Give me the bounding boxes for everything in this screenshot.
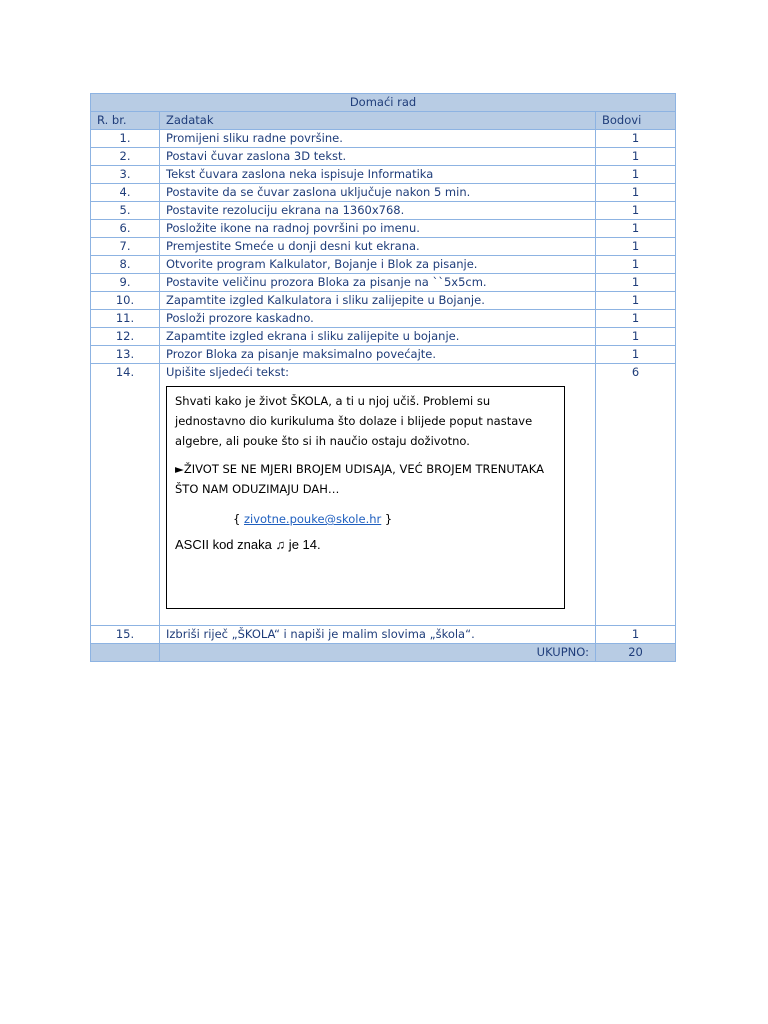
row-task: Prozor Bloka za pisanje maksimalno povećajte. xyxy=(160,346,596,364)
header-points: Bodovi xyxy=(596,112,676,130)
row-task: Premjestite Smeće u donji desni kut ekrana. xyxy=(160,238,596,256)
ascii-line: ASCII kod znaka ♫ je 14. xyxy=(175,537,321,552)
row-points: 1 xyxy=(596,256,676,274)
row-num: 13. xyxy=(91,346,160,364)
table-row xyxy=(91,328,676,346)
header-num: R. br. xyxy=(91,112,160,130)
table-row xyxy=(91,202,676,220)
row-num: 4. xyxy=(91,184,160,202)
table-row-15 xyxy=(91,626,676,644)
table-title-row xyxy=(91,94,676,112)
text-box-paragraph-1: Shvati kako je život ŠKOLA, a ti u njoj učiš. Problemi su jednostavno dio kurikuluma što dolaze i blijede poput nastave algebre, ali pouke što si ih naučio ostaju doživotno. xyxy=(175,394,533,448)
table-row-14 xyxy=(91,364,676,626)
row-task-label: Upišite sljedeći tekst: xyxy=(166,365,289,379)
row-num: 11. xyxy=(91,310,160,328)
row-points: 1 xyxy=(596,202,676,220)
row-num: 5. xyxy=(91,202,160,220)
table-header-row xyxy=(91,112,676,130)
table-row xyxy=(91,256,676,274)
row-points: 1 xyxy=(596,184,676,202)
row-num: 3. xyxy=(91,166,160,184)
table-row xyxy=(91,130,676,148)
row-num: 9. xyxy=(91,274,160,292)
row-num: 1. xyxy=(91,130,160,148)
row-points: 1 xyxy=(596,626,676,644)
row-task xyxy=(160,364,596,626)
table-row xyxy=(91,274,676,292)
total-empty-cell xyxy=(91,644,160,662)
row-num: 7. xyxy=(91,238,160,256)
row-num: 14. xyxy=(91,364,160,626)
row-task: Izbriši riječ „ŠKOLA“ i napiši je malim slovima „škola“. xyxy=(160,626,596,644)
text-box-paragraph-2: ►ŽIVOT SE NE MJERI BROJEM UDISAJA, VEĆ BROJEM TRENUTAKA ŠTO NAM ODUZIMAJU DAH… xyxy=(175,462,544,496)
row-task: Postavite da se čuvar zaslona uključuje nakon 5 min. xyxy=(160,184,596,202)
row-points: 1 xyxy=(596,328,676,346)
table-title: Domaći rad xyxy=(91,94,676,112)
row-task: Zapamtite izgled Kalkulatora i sliku zalijepite u Bojanje. xyxy=(160,292,596,310)
row-num: 8. xyxy=(91,256,160,274)
total-row xyxy=(91,644,676,662)
row-task: Postavi čuvar zaslona 3D tekst. xyxy=(160,148,596,166)
text-box xyxy=(166,386,565,609)
row-task: Zapamtite izgled ekrana i sliku zalijepite u bojanje. xyxy=(160,328,596,346)
brace-open: { xyxy=(233,512,244,526)
homework-table xyxy=(90,93,676,662)
email-line xyxy=(233,509,556,529)
row-points: 1 xyxy=(596,148,676,166)
row-points: 6 xyxy=(596,364,676,626)
total-value: 20 xyxy=(596,644,676,662)
row-points: 1 xyxy=(596,310,676,328)
row-task: Posloži prozore kaskadno. xyxy=(160,310,596,328)
total-label: UKUPNO: xyxy=(160,644,596,662)
row-num: 2. xyxy=(91,148,160,166)
row-points: 1 xyxy=(596,238,676,256)
table-row xyxy=(91,310,676,328)
row-points: 1 xyxy=(596,220,676,238)
row-task: Postavite rezoluciju ekrana na 1360x768. xyxy=(160,202,596,220)
row-task: Promijeni sliku radne površine. xyxy=(160,130,596,148)
row-num: 12. xyxy=(91,328,160,346)
row-points: 1 xyxy=(596,346,676,364)
row-num: 6. xyxy=(91,220,160,238)
table-row xyxy=(91,346,676,364)
row-points: 1 xyxy=(596,292,676,310)
table-row xyxy=(91,220,676,238)
row-points: 1 xyxy=(596,130,676,148)
row-points: 1 xyxy=(596,166,676,184)
table-row xyxy=(91,292,676,310)
header-task: Zadatak xyxy=(160,112,596,130)
row-task: Postavite veličinu prozora Bloka za pisanje na ``5x5cm. xyxy=(160,274,596,292)
email-link[interactable]: zivotne.pouke@skole.hr xyxy=(243,512,382,526)
row-task: Tekst čuvara zaslona neka ispisuje Informatika xyxy=(160,166,596,184)
table-row xyxy=(91,166,676,184)
row-task: Otvorite program Kalkulator, Bojanje i Blok za pisanje. xyxy=(160,256,596,274)
row-task: Posložite ikone na radnoj površini po imenu. xyxy=(160,220,596,238)
brace-close: } xyxy=(381,512,393,526)
row-points: 1 xyxy=(596,274,676,292)
row-num: 10. xyxy=(91,292,160,310)
row-num: 15. xyxy=(91,626,160,644)
table-row xyxy=(91,184,676,202)
table-row xyxy=(91,238,676,256)
table-row xyxy=(91,148,676,166)
